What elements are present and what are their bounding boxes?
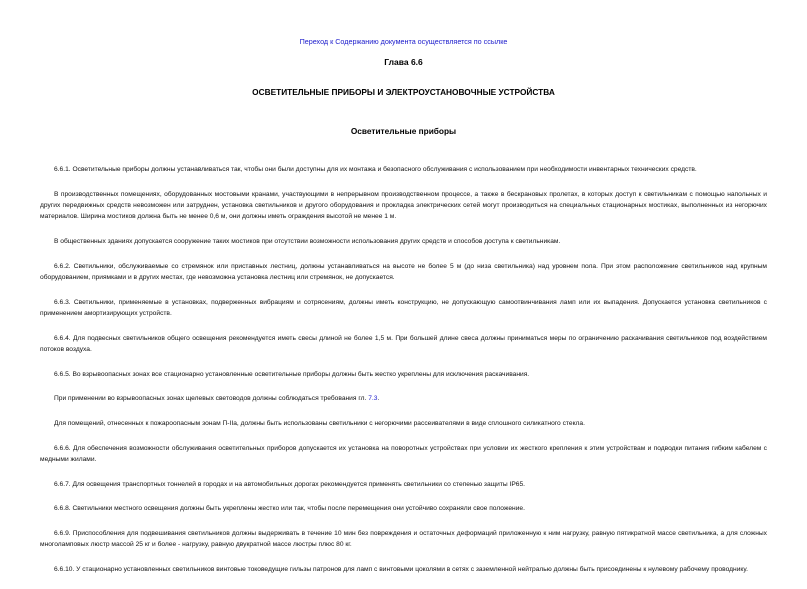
paragraph-6-6-7: 6.6.7. Для освещения транспортных тоннелей в городах и на автомобильных дорогах рекомендуется применять светильники со степенью защиты IP65.: [54, 480, 526, 488]
paragraph-6-6-3: 6.6.3. Светильники, применяемые в установках, подверженных вибрациям и сотрясениям, должны иметь конструкцию, не допускающую самоотвинчивания ламп или их выпадения. Допускается установка светильников с применением амортизирующих устройств.: [40, 298, 767, 317]
chapter-7-3-link[interactable]: 7.3: [368, 395, 378, 403]
paragraph-6-6-8: 6.6.8. Светильники местного освещения должны быть укреплены жестко или так, чтобы после перемещения они устойчиво сохраняли свое положение.: [54, 505, 525, 513]
chapter-heading: Глава 6.6: [384, 57, 423, 67]
section-title: ОСВЕТИТЕЛЬНЫЕ ПРИБОРЫ И ЭЛЕКТРОУСТАНОВОЧНЫЕ УСТРОЙСТВА: [252, 87, 555, 97]
paragraph-6-6-2: 6.6.2. Светильники, обслуживаемые со стремянок или приставных лестниц, должны устанавливаться на высоте не более 5 м (до низа светильника) над уровнем пола. При этом расположение светильников над крупным оборудованием, приямками и в других местах, где невозможна установка лестниц или стремянок, не допускается.: [40, 262, 767, 281]
paragraph-6-6-10: 6.6.10. У стационарно установленных светильников винтовые токоведущие гильзы патронов для ламп с винтовыми цоколями в сетях с заземленной нейтралью должны быть присоединены к нулевому рабочему проводнику.: [54, 566, 748, 574]
paragraph-6-6-4: 6.6.4. Для подвесных светильников общего освещения рекомендуется иметь свесы длиной не более 1,5 м. При большей длине свеса должны приниматься меры по ограничению раскачивания светильников под воздействием потоков воздуха.: [40, 334, 767, 353]
document-body: [40, 164, 767, 589]
paragraph-6-6-6: 6.6.6. Для обеспечения возможности обслуживания осветительных приборов допускается их установка на поворотных устройствах при условии их жесткого крепления к этим устройствам и подводки питания гибким кабелем с медными жилами.: [40, 444, 767, 463]
paragraph-6-6-1: 6.6.1. Осветительные приборы должны устанавливаться так, чтобы они были доступны для их монтажа и безопасного обслуживания с использованием при необходимости инвентарных технических средств.: [54, 166, 697, 173]
paragraph-6-6-5: 6.6.5. Во взрывоопасных зонах все стационарно установленные осветительные приборы должны быть жестко укреплены для исключения раскачивания.: [54, 370, 530, 378]
paragraph-bridges: В производственных помещениях, оборудованных мостовыми кранами, участвующими в непрерывном производственном процессе, а также в бескрановых пролетах, в которых доступ к светильникам с помощью напольных и других передвижных средств невозможен или затруднен, установка светильников и другого оборудования и прокладка электрических сетей могут производиться на специальных стационарных мостиках, выполненных из негорючих материалов. Ширина мостиков должна быть не менее 0,6 м, они должны иметь ограждения высотой не менее 1 м.: [40, 190, 767, 221]
table-of-contents-link[interactable]: Переход к Содержанию документа осуществляется по ссылке: [299, 37, 508, 46]
paragraph-6-6-9: 6.6.9. Приспособления для подвешивания светильников должны выдерживать в течение 10 мин без повреждения и остаточных деформаций приложенную к ним нагрузку, равную пятикратной массе светильника, а для сложных многоламповых люстр массой 25 кг и более - нагрузку, равную двукратной массе люстры плюс 80 кг.: [40, 530, 767, 549]
paragraph-public-buildings: В общественных зданиях допускается сооружение таких мостиков при отсутствии возможности использования других средств и способов доступа к светильникам.: [54, 237, 561, 245]
paragraph-light-guides: [40, 393, 767, 404]
subsection-heading: Осветительные приборы: [350, 126, 457, 136]
paragraph-light-guides-end: .: [377, 395, 380, 403]
paragraph-fire-zones: Для помещений, отнесенных к пожароопасным зонам П-IIа, должны быть использованы светильники с негорючими рассеивателями в виде сплошного силикатного стекла.: [54, 419, 585, 427]
paragraph-light-guides-text: При применении во взрывоопасных зонах щелевых световодов должны соблюдаться требования гл.: [54, 395, 369, 403]
